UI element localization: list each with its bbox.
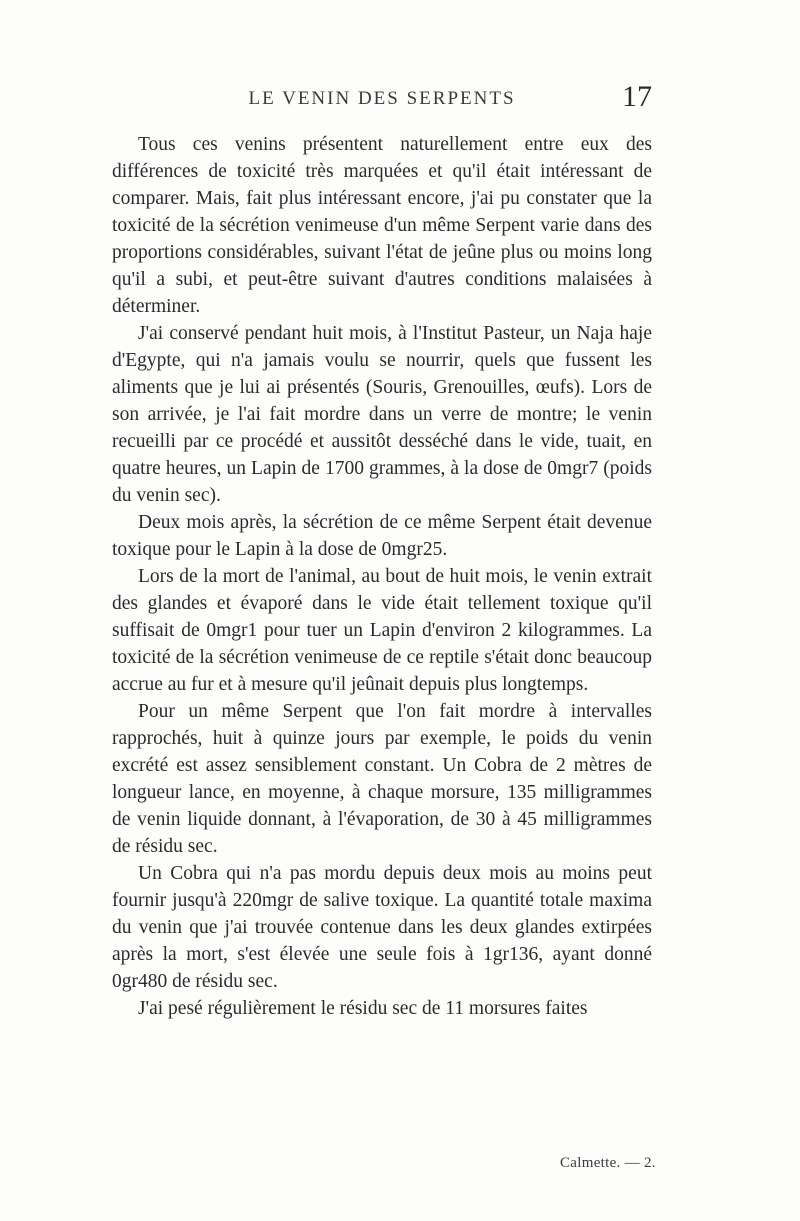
- body-text: [112, 131, 652, 1022]
- paragraph: Un Cobra qui n'a pas mordu depuis deux mois au moins peut fournir jusqu'à 220mgr de salive toxique. La quantité totale maxima du venin que j'ai trouvée contenue dans les deux glandes extirpées après la mort, s'est élevée une seule fois à 1gr136, ayant donné 0gr480 de résidu sec.: [112, 863, 652, 992]
- signature-mark: Calmette. — 2.: [560, 1155, 656, 1171]
- paragraph: Lors de la mort de l'animal, au bout de huit mois, le venin extrait des glandes et évaporé dans le vide était tellement toxique qu'il suffisait de 0mgr1 pour tuer un Lapin d'environ 2 kilogrammes. La toxicité de la sécrétion venimeuse de ce reptile s'était donc beaucoup accrue au fur et à mesure qu'il jeûnait depuis plus longtemps.: [112, 566, 652, 695]
- paragraph: Deux mois après, la sécrétion de ce même Serpent était devenue toxique pour le Lapin à la dose de 0mgr25.: [112, 512, 652, 560]
- paragraph: J'ai conservé pendant huit mois, à l'Institut Pasteur, un Naja haje d'Egypte, qui n'a jamais voulu se nourrir, quels que fussent les aliments que je lui ai présentés (Souris, Grenouilles, œufs). Lors de son arrivée, je l'ai fait mordre dans un verre de montre; le venin recueilli par ce procédé et aussitôt desséché dans le vide, tuait, en quatre heures, un Lapin de 1700 grammes, à la dose de 0mgr7 (poids du venin sec).: [112, 323, 652, 506]
- running-head: [112, 82, 652, 118]
- paragraph: Pour un même Serpent que l'on fait mordre à intervalles rapprochés, huit à quinze jours par exemple, le poids du venin excrété est assez sensiblement constant. Un Cobra de 2 mètres de longueur lance, en moyenne, à chaque morsure, 135 milligrammes de venin liquide donnant, à l'évaporation, de 30 à 45 milligrammes de résidu sec.: [112, 701, 652, 857]
- running-title: LE VENIN DES SERPENTS: [248, 88, 516, 109]
- paragraph: Tous ces venins présentent naturellement entre eux des différences de toxicité très marquées et qu'il était intéressant de comparer. Mais, fait plus intéressant encore, j'ai pu constater que la toxicité de la sécrétion venimeuse d'un même Serpent varie dans des proportions considérables, suivant l'état de jeûne plus ou moins long qu'il a subi, et peut-être suivant d'autres conditions malaisées à déterminer.: [112, 134, 652, 317]
- paragraph: J'ai pesé régulièrement le résidu sec de 11 morsures faites: [138, 998, 588, 1019]
- page-number: 17: [622, 80, 652, 113]
